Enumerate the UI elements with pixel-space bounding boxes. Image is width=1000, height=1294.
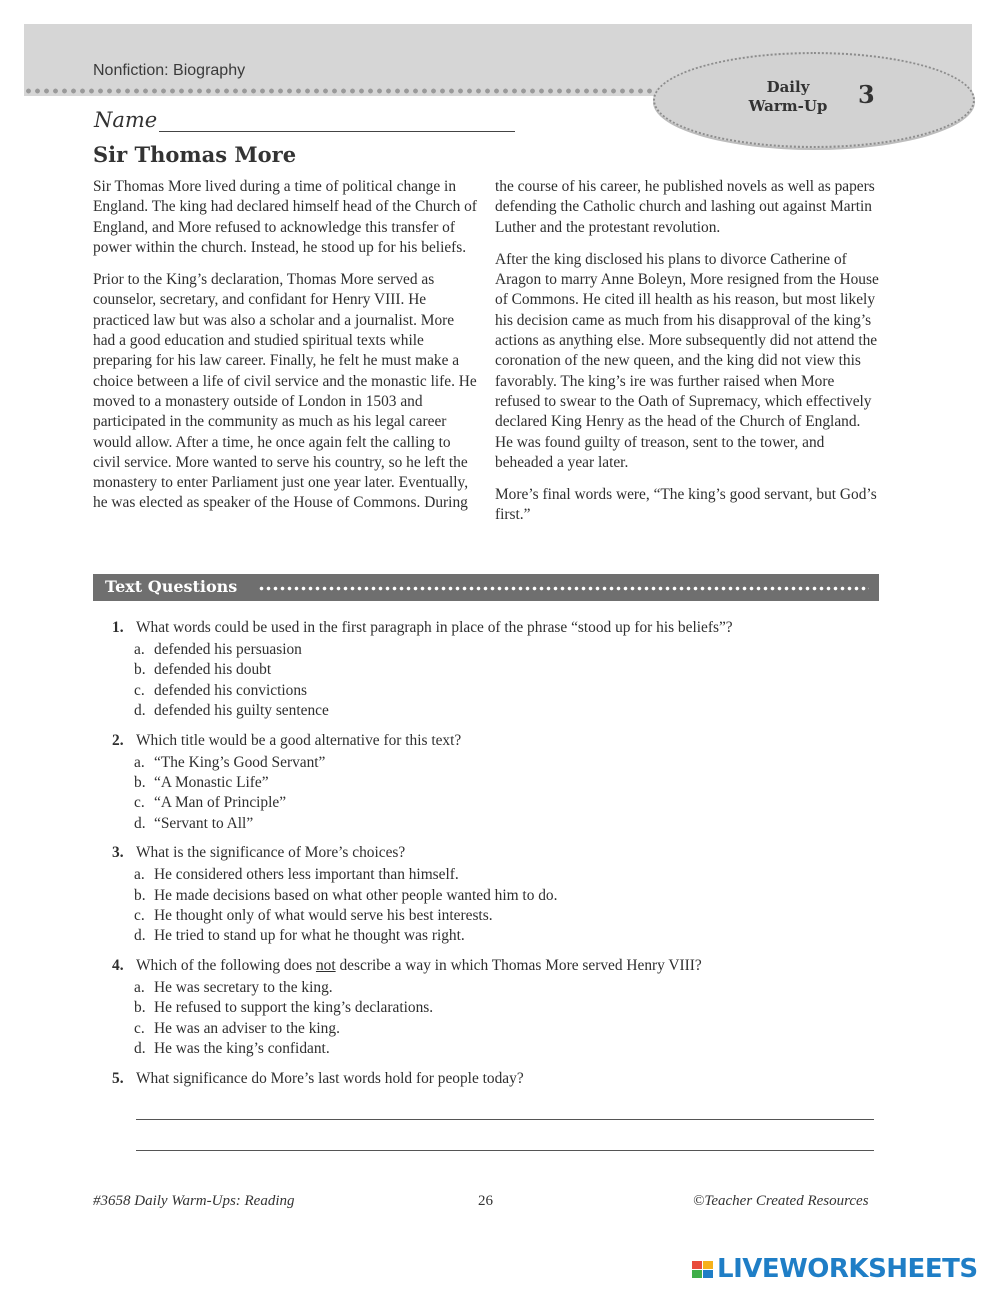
question-text: What words could be used in the first paragraph in place of the phrase “stood up for his beliefs”? bbox=[136, 619, 733, 636]
answer-line[interactable] bbox=[136, 1089, 874, 1120]
answer-option[interactable] bbox=[134, 814, 882, 834]
option-text: “A Monastic Life” bbox=[154, 774, 269, 792]
emphasis-not: not bbox=[315, 956, 336, 974]
option-letter: b. bbox=[134, 661, 146, 679]
text-questions-header bbox=[93, 574, 879, 601]
option-letter: a. bbox=[134, 753, 145, 771]
option-letter: c. bbox=[134, 681, 145, 699]
answer-option[interactable] bbox=[134, 906, 882, 926]
option-text: He considered others less important than himself. bbox=[154, 866, 459, 884]
question-number: 2. bbox=[112, 731, 124, 749]
option-letter: a. bbox=[134, 866, 145, 884]
option-text: defended his doubt bbox=[154, 661, 272, 679]
header-dotted-rule bbox=[258, 586, 869, 591]
liveworksheets-watermark bbox=[692, 1254, 978, 1284]
option-letter: d. bbox=[134, 814, 146, 832]
question-3 bbox=[112, 843, 882, 947]
answer-option[interactable] bbox=[134, 660, 882, 680]
article-column-right bbox=[495, 177, 879, 538]
option-text: He was an adviser to the king. bbox=[154, 1019, 340, 1037]
option-letter: a. bbox=[134, 641, 145, 658]
option-text: defended his persuasion bbox=[154, 641, 302, 658]
warmup-label bbox=[740, 78, 836, 116]
question-text: Which title would be a good alternative for this text? bbox=[136, 731, 462, 749]
option-text: He refused to support the king’s declarations. bbox=[154, 999, 434, 1017]
question-list bbox=[112, 618, 882, 1160]
question-number: 4. bbox=[112, 956, 124, 974]
answer-option[interactable] bbox=[134, 1039, 882, 1059]
page-title: Sir Thomas More bbox=[93, 142, 297, 167]
option-letter: b. bbox=[134, 886, 146, 904]
article-paragraph: Prior to the King’s declaration, Thomas More served as counselor, secretary, and confidant for Henry VIII. He practiced law but was also a scholar and a journalist. More had a good education and studied spiritual texts while preparing for his law career. Finally, he felt he must make a choice between a life of civil service and the monastic life. He moved to a monastery outside of London in 1503 and participated in the community as much as his legal career would allow. After a time, he once again felt the calling to civil service. More wanted to serve his country, so he left the monastery to enter Parliament just one year later. Eventually, he was elected as speaker of the House of Commons. During bbox=[93, 271, 477, 512]
question-1 bbox=[112, 618, 882, 722]
question-number: 3. bbox=[112, 844, 124, 862]
name-input-line[interactable] bbox=[159, 111, 515, 132]
option-text: He thought only of what would serve his best interests. bbox=[154, 907, 493, 925]
option-letter: b. bbox=[134, 774, 146, 792]
option-letter: b. bbox=[134, 999, 146, 1017]
answer-option[interactable] bbox=[134, 1019, 882, 1039]
answer-option[interactable] bbox=[134, 640, 882, 660]
text-questions-title: Text Questions bbox=[105, 577, 238, 596]
liveworksheets-logo-icon bbox=[692, 1261, 713, 1278]
warmup-label-line1: Daily bbox=[766, 78, 810, 96]
option-text: He made decisions based on what other people wanted him to do. bbox=[154, 886, 558, 904]
article-column-left bbox=[93, 177, 477, 526]
question-5 bbox=[112, 1069, 882, 1151]
answer-option[interactable] bbox=[134, 701, 882, 721]
answer-line[interactable] bbox=[136, 1120, 874, 1151]
name-row bbox=[94, 108, 515, 132]
option-letter: c. bbox=[134, 794, 145, 812]
question-number: 1. bbox=[112, 619, 124, 636]
option-letter: d. bbox=[134, 927, 146, 945]
question-number: 5. bbox=[112, 1069, 124, 1087]
footer-page-number: 26 bbox=[478, 1193, 493, 1209]
article-paragraph: the course of his career, he published novels as well as papers defending the Catholic church and lashing out against Martin Luther and the protestant revolution. bbox=[495, 178, 875, 236]
option-text: “The King’s Good Servant” bbox=[154, 753, 326, 771]
option-letter: c. bbox=[134, 1019, 145, 1037]
answer-option[interactable] bbox=[134, 865, 882, 885]
warmup-number: 3 bbox=[858, 80, 875, 109]
answer-option[interactable] bbox=[134, 793, 882, 813]
liveworksheets-text: LIVEWORKSHEETS bbox=[717, 1254, 978, 1284]
option-text: defended his guilty sentence bbox=[154, 702, 329, 720]
option-letter: a. bbox=[134, 978, 145, 996]
option-text: “Servant to All” bbox=[154, 814, 254, 832]
answer-option[interactable] bbox=[134, 926, 882, 946]
answer-option[interactable] bbox=[134, 773, 882, 793]
answer-option[interactable] bbox=[134, 681, 882, 701]
question-2 bbox=[112, 731, 882, 835]
question-text: Which of the following does not describe a way in which Thomas More served Henry VIII? bbox=[136, 956, 702, 974]
answer-option[interactable] bbox=[134, 978, 882, 998]
question-text: What is the significance of More’s choices? bbox=[136, 844, 406, 862]
option-letter: d. bbox=[134, 1040, 146, 1058]
warmup-label-line2: Warm-Up bbox=[748, 97, 828, 115]
header-dotted-rule bbox=[24, 88, 674, 94]
option-text: “A Man of Principle” bbox=[154, 794, 287, 812]
article-paragraph: After the king disclosed his plans to divorce Catherine of Aragon to marry Anne Boleyn, More resigned from the House of Commons. He cited ill health as his reason, but most likely his decision came as much from his disapproval of the king’s actions as anything else. More subsequently did not attend the coronation of the new queen, and the king did not view this favorably. The king’s ire was further raised when More refused to swear to the Oath of Supremacy, which effectively declared King Henry as the head of the Church of England. He was found guilty of treason, sent to the tower, and beheaded a year later. bbox=[495, 250, 879, 471]
category-label: Nonfiction: Biography bbox=[93, 62, 246, 79]
footer-book-title: #3658 Daily Warm-Ups: Reading bbox=[93, 1193, 295, 1209]
answer-option[interactable] bbox=[134, 998, 882, 1018]
option-text: defended his convictions bbox=[154, 681, 308, 699]
option-letter: c. bbox=[134, 907, 145, 925]
question-4 bbox=[112, 956, 882, 1060]
option-letter: d. bbox=[134, 702, 146, 720]
article-paragraph: Sir Thomas More lived during a time of political change in England. The king had declared himself head of the Church of England, and More refused to acknowledge this transfer of power within the church. Instead, he stood up for his beliefs. bbox=[93, 178, 477, 256]
option-text: He was the king’s confidant. bbox=[154, 1040, 330, 1058]
name-label: Name bbox=[94, 108, 158, 132]
question-text: What significance do More’s last words hold for people today? bbox=[136, 1069, 524, 1087]
answer-option[interactable] bbox=[134, 753, 882, 773]
article-paragraph: More’s final words were, “The king’s good servant, but God’s first.” bbox=[495, 486, 877, 524]
answer-option[interactable] bbox=[134, 886, 882, 906]
footer-copyright: ©Teacher Created Resources bbox=[693, 1193, 869, 1209]
option-text: He was secretary to the king. bbox=[154, 978, 333, 996]
option-text: He tried to stand up for what he thought was right. bbox=[154, 927, 465, 945]
